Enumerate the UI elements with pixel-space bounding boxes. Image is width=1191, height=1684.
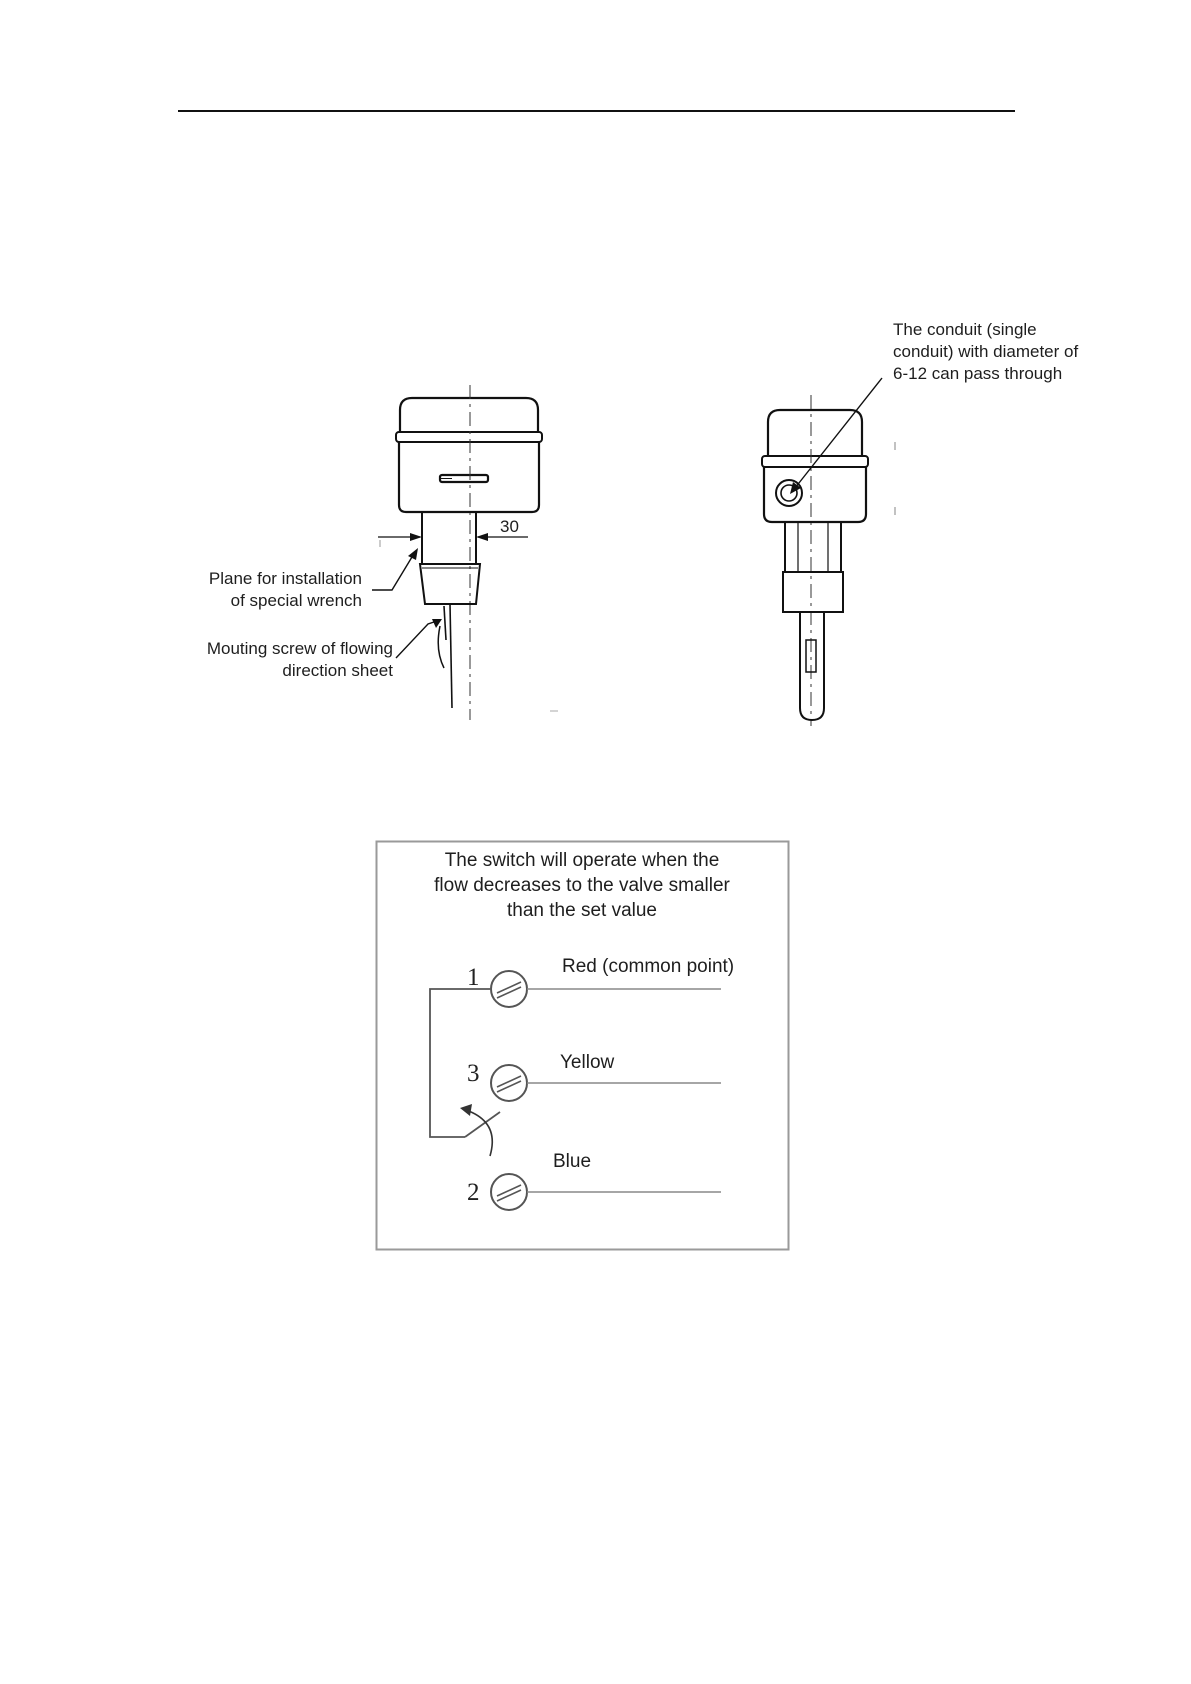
dimension-label: 30	[500, 517, 519, 536]
side-view-drawing	[762, 378, 895, 726]
wiring-title-line3: than the set value	[507, 900, 657, 921]
mounting-screw-label-line1: Mouting screw of flowing	[206, 639, 393, 658]
front-view-drawing	[372, 385, 558, 720]
conduit-label-line3: 6-12 can pass through	[893, 364, 1063, 383]
terminal-3-wire-label: Yellow	[560, 1052, 615, 1073]
conduit-label-line1: The conduit (single	[893, 320, 1037, 339]
conduit-label-line2: conduit) with diameter of	[893, 342, 1079, 361]
terminal-1-number: 1	[467, 964, 480, 991]
wrench-plane-label-line1: Plane for installation	[208, 569, 362, 588]
wrench-plane-label-line2: of special wrench	[230, 591, 362, 610]
wiring-title-line2: flow decreases to the valve smaller	[434, 875, 730, 896]
terminal-3-number: 3	[467, 1060, 480, 1087]
terminal-2-number: 2	[467, 1179, 480, 1206]
wiring-title-line1: The switch will operate when the	[444, 850, 720, 871]
terminal-2-wire-label: Blue	[553, 1151, 592, 1172]
terminal-1-wire-label: Red (common point)	[562, 956, 735, 977]
mounting-screw-label-line2: direction sheet	[282, 661, 393, 680]
